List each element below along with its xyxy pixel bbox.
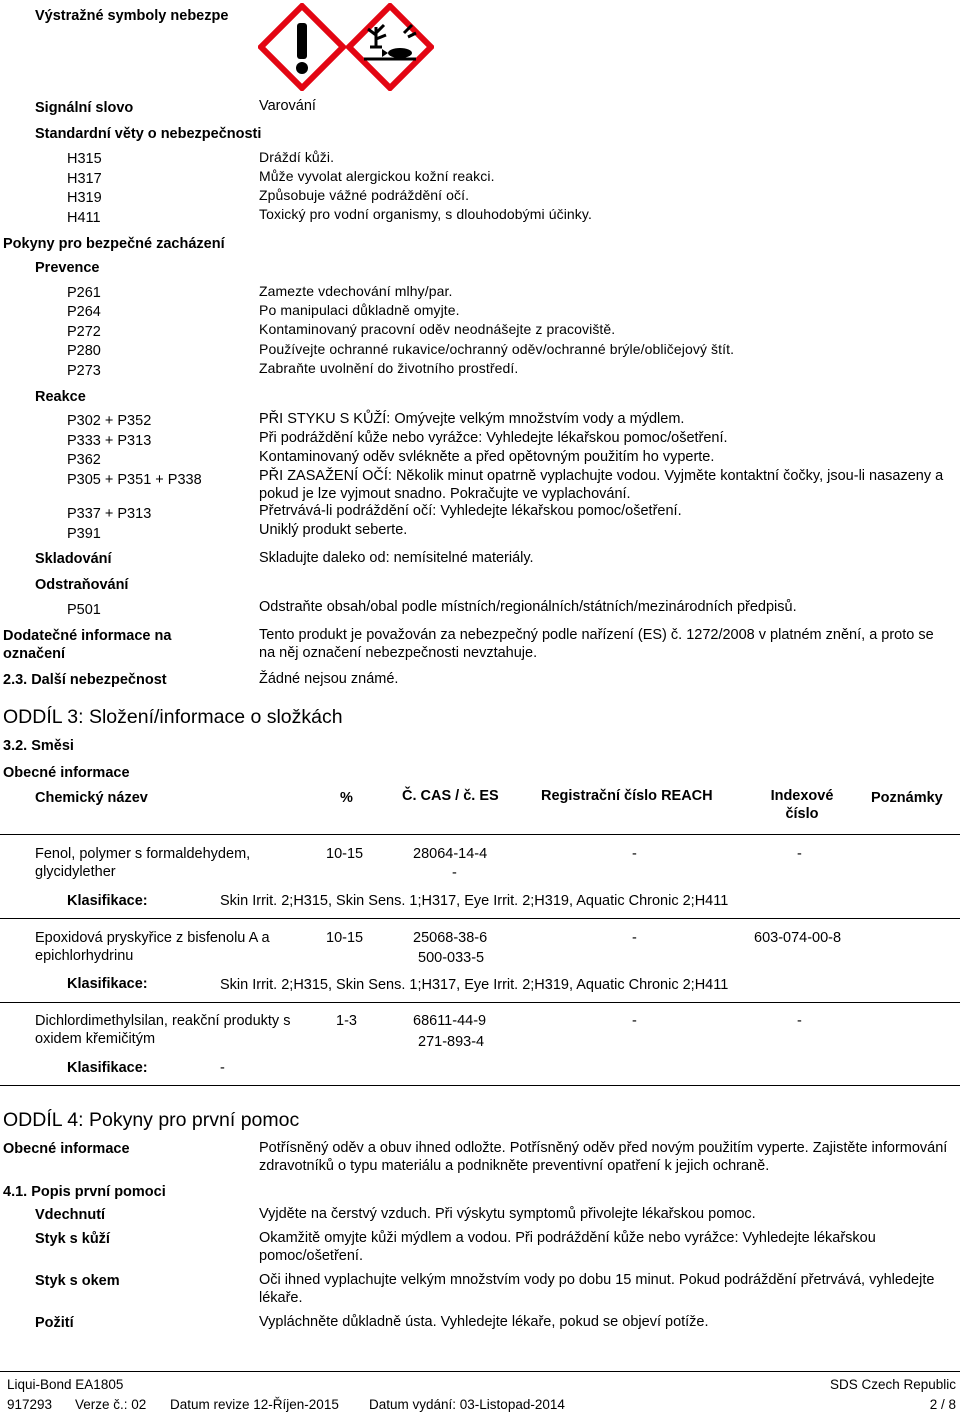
footer-product: Liqui-Bond EA1805: [7, 1377, 124, 1392]
substance-name: Dichlordimethylsilan, reakční produkty s oxidem křemičitým: [35, 1013, 291, 1047]
response-code: P337 + P313: [67, 506, 152, 522]
hazard-code: H317: [67, 171, 102, 187]
footer-sds: SDS Czech Republic: [829, 1377, 956, 1392]
prevention-code: P280: [67, 343, 101, 359]
substance-es: -: [452, 865, 457, 881]
response-text: Kontaminovaný oděv svlékněte a před opětovným použitím ho vyperte.: [259, 449, 715, 465]
section3-general: Obecné informace: [3, 765, 130, 781]
substance-es: 500-033-5: [418, 950, 485, 966]
pictograms-label: Výstražné symboly nebezpe: [35, 8, 229, 24]
section3-sub: 3.2. Směsi: [3, 738, 74, 754]
response-text: Uniklý produkt seberte.: [259, 522, 408, 538]
signal-word-value: Varování: [259, 98, 316, 114]
substance-pct: 1-3: [336, 1013, 357, 1029]
response-text: Při podráždění kůže nebo vyrážce: Vyhledejte lékařskou pomoc/ošetření.: [259, 430, 728, 446]
extra-info-label: Dodatečné informace na označení: [3, 628, 172, 662]
substance-index: -: [797, 1013, 802, 1029]
response-text: Přetrvává-li podráždění očí: Vyhledejte lékařskou pomoc/ošetření.: [259, 503, 682, 519]
prevention-text: Po manipulaci důkladně omyjte.: [259, 302, 460, 318]
first-aid-text: Oči ihned vyplachujte velkým množstvím vody po dobu 15 minut. Pokud podráždění přetrvává, vyhledejte lékaře.: [259, 1272, 935, 1306]
substance-cas: 28064-14-4: [413, 846, 488, 862]
response-code: P362: [67, 452, 101, 468]
prevention-text: Kontaminovaný pracovní oděv neodnášejte z pracoviště.: [259, 321, 616, 337]
footer-divider: [0, 1371, 960, 1372]
substance-cas: 25068-38-6: [413, 930, 488, 946]
prevention-text: Používejte ochranné rukavice/ochranný oděv/ochranné brýle/obličejový štít.: [259, 341, 735, 357]
col-header-reach: Registrační číslo REACH: [541, 788, 713, 804]
other-hazards-label: 2.3. Další nebezpečnost: [3, 672, 167, 688]
section4-general-label: Obecné informace: [3, 1141, 130, 1157]
substance-name: Fenol, polymer s formaldehydem, glycidylether: [35, 846, 251, 880]
substance-index: -: [797, 846, 802, 862]
footer-issued: Datum vydání: 03-Listopad-2014: [369, 1397, 565, 1412]
storage-label: Skladování: [35, 551, 112, 567]
response-code: P305 + P351 + P338: [67, 472, 202, 488]
prevention-code: P273: [67, 363, 101, 379]
table-divider: [0, 834, 960, 835]
response-text: PŘI ZASAŽENÍ OČÍ: Několik minut opatrně vyplachujte vodou. Vyjměte kontaktní čočky, jsou-li nasazeny a pokud je lze vyjmout snadno. Pokračujte ve vyplachování.: [259, 468, 944, 502]
section3-title: ODDÍL 3: Složení/informace o složkách: [3, 706, 343, 728]
prevention-code: P264: [67, 304, 101, 320]
exclamation-mark-pictogram-icon: [258, 3, 346, 91]
section4-title: ODDÍL 4: Pokyny pro první pomoc: [3, 1109, 300, 1131]
storage-text: Skladujte daleko od: nemísitelné materiály.: [259, 550, 534, 566]
col-header-name: Chemický název: [35, 790, 148, 806]
disposal-code: P501: [67, 602, 101, 618]
first-aid-text: Okamžitě omyjte kůži mýdlem a vodou. Při podráždění kůže nebo vyrážce: Vyhledejte lékařskou pomoc/ošetření.: [259, 1230, 876, 1264]
col-header-notes: Poznámky: [871, 790, 943, 806]
disposal-label: Odstraňování: [35, 577, 129, 593]
prevention-text: Zabraňte uvolnění do životního prostředí.: [259, 360, 519, 376]
footer-revision: Datum revize 12-Říjen-2015: [170, 1397, 339, 1412]
hazard-code: H315: [67, 151, 102, 167]
hazard-text: Toxický pro vodní organismy, s dlouhodobými účinky.: [259, 206, 592, 222]
prevention-label: Prevence: [35, 260, 100, 276]
first-aid-text: Vyjděte na čerstvý vzduch. Při výskytu symptomů přivolejte lékařskou pomoc.: [259, 1206, 756, 1222]
response-label: Reakce: [35, 389, 86, 405]
table-divider: [0, 1085, 960, 1086]
substance-name: Epoxidová pryskyřice z bisfenolu A a epichlorhydrinu: [35, 930, 270, 964]
hazard-code: H319: [67, 190, 102, 206]
prevention-code: P261: [67, 285, 101, 301]
hazard-text: Může vyvolat alergickou kožní reakci.: [259, 168, 495, 184]
prevention-code: P272: [67, 324, 101, 340]
substance-reach: -: [632, 930, 637, 946]
first-aid-label: Požití: [35, 1315, 74, 1331]
response-code: P333 + P313: [67, 433, 152, 449]
col-header-pct: %: [340, 790, 353, 806]
other-hazards-text: Žádné nejsou známé.: [259, 671, 399, 687]
substance-pct: 10-15: [326, 930, 364, 946]
substance-es: 271-893-4: [418, 1034, 485, 1050]
extra-info-text: Tento produkt je považován za nebezpečný podle nařízení (ES) č. 1272/2008 v platném znění, a proto se na něj označení nebezpečnosti nevztahuje.: [259, 627, 934, 661]
substance-index: 603-074-00-8: [754, 930, 842, 946]
prevention-text: Zamezte vdechování mlhy/par.: [259, 283, 453, 299]
table-divider: [0, 918, 960, 919]
table-divider: [0, 1002, 960, 1003]
first-aid-text: Vypláchněte důkladně ústa. Vyhledejte lékaře, pokud se objeví potíže.: [259, 1314, 709, 1330]
hazard-code: H411: [67, 210, 101, 226]
class-label: Klasifikace:: [67, 893, 148, 909]
substance-reach: -: [632, 846, 637, 862]
footer-version: Verze č.: 02: [75, 1397, 147, 1412]
class-label: Klasifikace:: [67, 1060, 148, 1076]
environment-pictogram-icon: [346, 3, 434, 91]
disposal-text: Odstraňte obsah/obal podle místních/regionálních/státních/mezinárodních předpisů.: [259, 599, 797, 615]
class-label: Klasifikace:: [67, 976, 148, 992]
first-aid-label: Styk s kůží: [35, 1231, 110, 1247]
hazard-text: Způsobuje vážné podráždění očí.: [259, 187, 470, 203]
hazard-text: Dráždí kůži.: [259, 149, 335, 165]
first-aid-label: Vdechnutí: [35, 1207, 106, 1223]
section4-general-text: Potřísněný oděv a obuv ihned odložte. Potřísněný oděv před novým použitím vyperte. Zajistěte informování zdravotníků o typu materiálu a podnikněte preventivní opatření k jejich ochraně.: [259, 1140, 948, 1174]
precaution-label: Pokyny pro bezpečné zacházení: [3, 236, 225, 252]
substance-pct: 10-15: [326, 846, 364, 862]
substance-reach: -: [632, 1013, 637, 1029]
response-code: P302 + P352: [67, 413, 152, 429]
first-aid-label: Styk s okem: [35, 1273, 120, 1289]
footer-id: 917293: [7, 1397, 53, 1412]
substance-class: -: [220, 1060, 225, 1076]
substance-class: Skin Irrit. 2;H315, Skin Sens. 1;H317, Eye Irrit. 2;H319, Aquatic Chronic 2;H411: [220, 977, 729, 993]
substance-cas: 68611-44-9: [413, 1013, 487, 1029]
response-text: PŘI STYKU S KŮŽÍ: Omývejte velkým množstvím vody a mýdlem.: [259, 411, 685, 427]
response-code: P391: [67, 526, 101, 542]
col-header-index: Indexové číslo: [770, 788, 834, 822]
signal-word-label: Signální slovo: [35, 100, 134, 116]
section4-sub: 4.1. Popis první pomoci: [3, 1184, 166, 1200]
substance-class: Skin Irrit. 2;H315, Skin Sens. 1;H317, Eye Irrit. 2;H319, Aquatic Chronic 2;H411: [220, 893, 729, 909]
col-header-cas: Č. CAS / č. ES: [402, 788, 499, 804]
hazard-statements-label: Standardní věty o nebezpečnosti: [35, 126, 262, 142]
footer-page: 2 / 8: [929, 1397, 956, 1412]
